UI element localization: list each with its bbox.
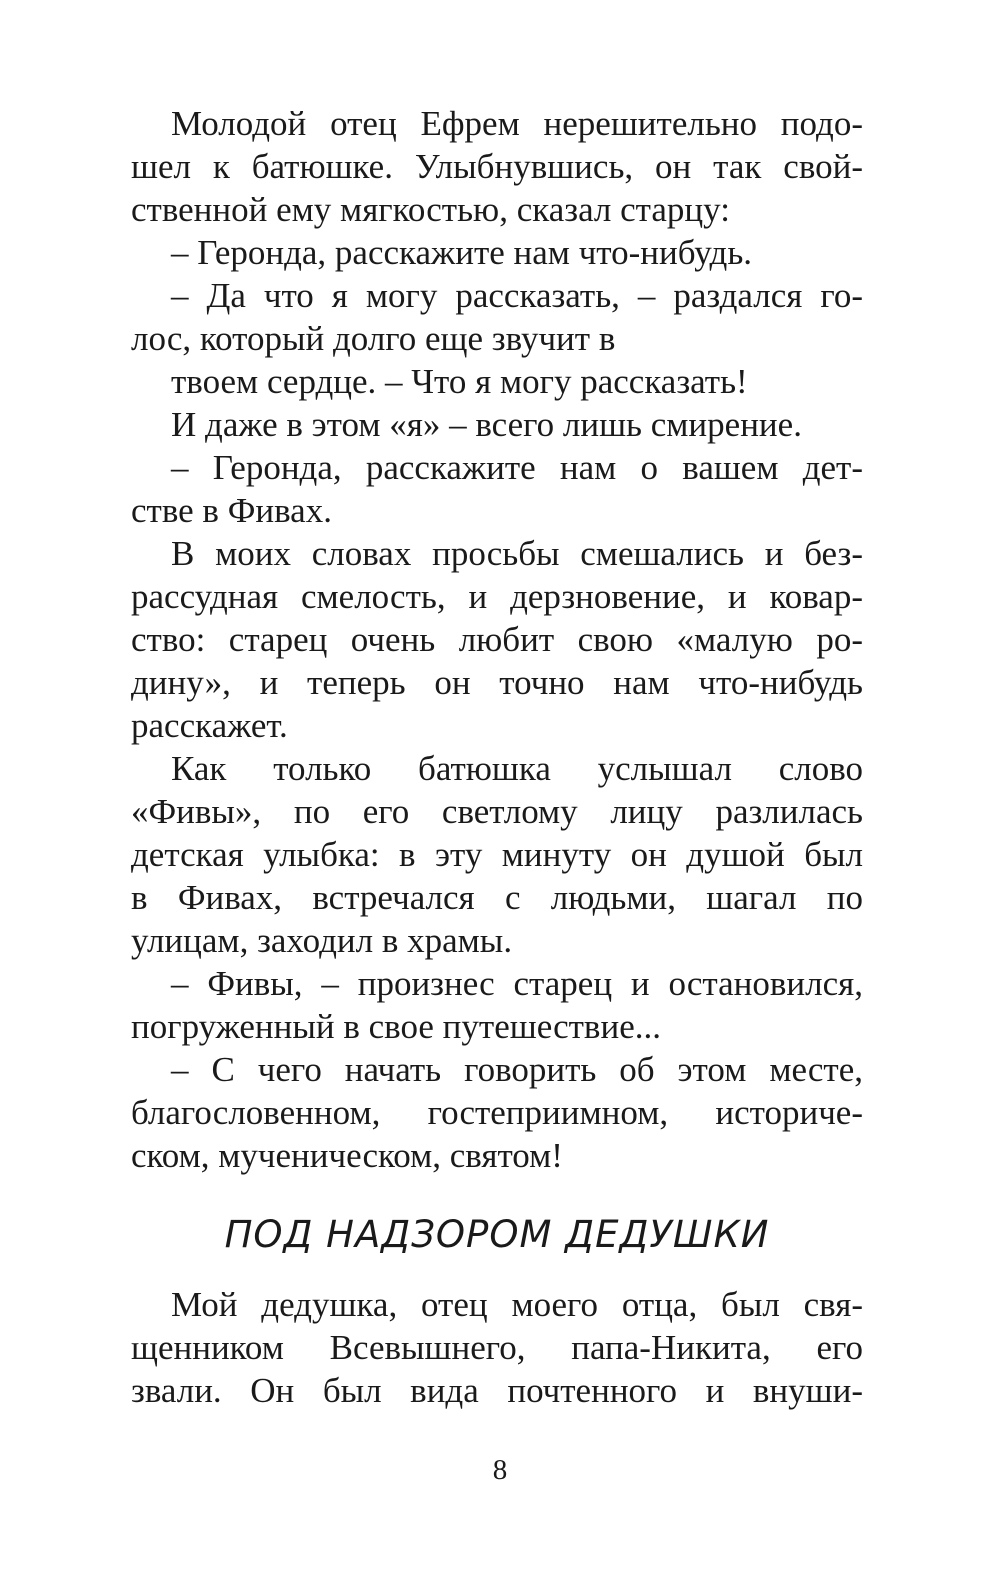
text-line: в Фивах, встречался с людьми, шагал по (131, 878, 863, 917)
text-line: улицам, заходил в храмы. (131, 921, 513, 960)
text-line: Как только батюшка услышал слово (171, 749, 863, 788)
section-body-text (131, 1283, 863, 1412)
text-line: – Геронда, расскажите нам что-нибудь. (171, 233, 753, 272)
text-line: – Геронда, расскажите нам о вашем дет- (171, 448, 863, 487)
text-line: рассудная смелость, и дерзновение, и ковар- (131, 577, 863, 616)
text-line: твоем сердце. – Что я могу рассказать! (171, 362, 748, 401)
text-line: – Фивы, – произнес старец и остановился, (171, 964, 863, 1003)
section-heading: ПОД НАДЗОРОМ ДЕДУШКИ (224, 1213, 770, 1256)
text-line: стве в Фивах. (131, 491, 332, 530)
text-line: детская улыбка: в эту минуту он душой был (131, 835, 863, 874)
body-text (131, 102, 863, 1177)
text-line: Молодой отец Ефрем нерешительно подо- (171, 104, 863, 143)
text-line: И даже в этом «я» – всего лишь смирение. (171, 405, 802, 444)
text-line: – С чего начать говорить об этом месте, (171, 1050, 863, 1089)
text-line: «Фивы», по его светлому лицу разлилась (131, 792, 863, 831)
page-number: 8 (492, 1454, 508, 1486)
text-line: шел к батюшке. Улыбнувшись, он так свой- (131, 147, 863, 186)
text-line: расскажет. (131, 706, 288, 745)
text-line: дину», и теперь он точно нам что-нибудь (131, 663, 863, 702)
text-line: ство: старец очень любит свою «малую ро- (131, 620, 863, 659)
text-line: звали. Он был вида почтенного и внуши- (131, 1371, 863, 1410)
text-line: погруженный в свое путешествие... (131, 1007, 661, 1046)
text-line: щенником Всевышнего, папа-Никита, его (131, 1328, 863, 1367)
text-line: ственной ему мягкостью, сказал старцу: (131, 190, 730, 229)
text-line: лос, который долго еще звучит в (131, 319, 616, 358)
text-line: ском, мученическом, святом! (131, 1136, 563, 1175)
text-line: – Да что я могу рассказать, – раздался го- (171, 276, 863, 315)
text-line: В моих словах просьбы смешались и без- (171, 534, 863, 573)
text-line: благословенном, гостеприимном, историче- (131, 1093, 863, 1132)
text-line: Мой дедушка, отец моего отца, был свя- (171, 1285, 863, 1324)
